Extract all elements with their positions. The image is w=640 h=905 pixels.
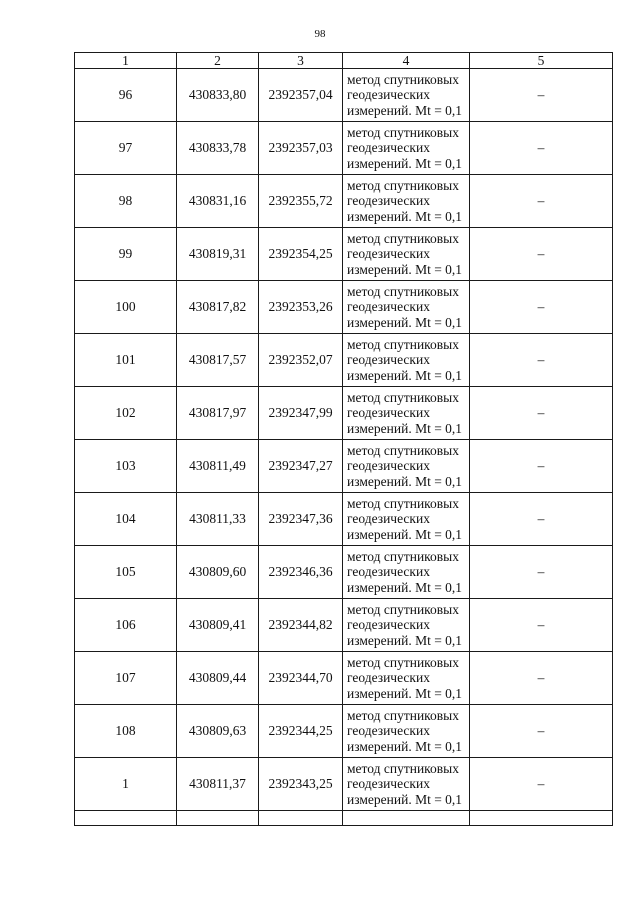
- method-line: метод спутниковых: [347, 707, 459, 723]
- point-number-cell: 108: [75, 705, 177, 758]
- x-coordinate-cell: 430811,37: [177, 758, 259, 811]
- method-cell: [343, 122, 470, 175]
- note-cell: –: [470, 493, 613, 546]
- method-line: геодезических: [347, 670, 430, 686]
- column-header-3: 3: [259, 53, 343, 69]
- method-line: метод спутниковых: [347, 654, 459, 670]
- method-line: метод спутниковых: [347, 495, 459, 511]
- note-cell: –: [470, 281, 613, 334]
- x-coordinate-cell: 430809,63: [177, 705, 259, 758]
- method-cell: [343, 387, 470, 440]
- method-line: измерений. Mt = 0,1: [347, 261, 463, 277]
- x-coordinate-cell: 430811,33: [177, 493, 259, 546]
- method-line: метод спутниковых: [347, 230, 459, 246]
- table-row: [75, 546, 613, 599]
- y-coordinate-cell: 2392347,36: [259, 493, 343, 546]
- point-number-cell: 104: [75, 493, 177, 546]
- note-cell: –: [470, 758, 613, 811]
- table-row: [75, 758, 613, 811]
- method-line: измерений. Mt = 0,1: [347, 102, 463, 118]
- note-cell: –: [470, 175, 613, 228]
- empty-cell: [75, 811, 177, 826]
- point-number-cell: 97: [75, 122, 177, 175]
- method-cell: [343, 175, 470, 228]
- method-line: измерений. Mt = 0,1: [347, 685, 463, 701]
- point-number-cell: 98: [75, 175, 177, 228]
- method-line: геодезических: [347, 405, 430, 421]
- method-line: измерений. Mt = 0,1: [347, 314, 463, 330]
- method-cell: [343, 758, 470, 811]
- method-line: геодезических: [347, 564, 430, 580]
- method-cell: [343, 440, 470, 493]
- table-row: [75, 281, 613, 334]
- note-cell: –: [470, 440, 613, 493]
- table-row: [75, 175, 613, 228]
- method-cell: [343, 546, 470, 599]
- table-row: [75, 122, 613, 175]
- method-cell: [343, 493, 470, 546]
- table-body: [75, 53, 613, 826]
- method-line: измерений. Mt = 0,1: [347, 155, 463, 171]
- empty-cell: [259, 811, 343, 826]
- note-cell: –: [470, 228, 613, 281]
- note-cell: –: [470, 599, 613, 652]
- point-number-cell: 100: [75, 281, 177, 334]
- table-row: [75, 705, 613, 758]
- note-cell: –: [470, 387, 613, 440]
- note-cell: –: [470, 69, 613, 122]
- method-line: геодезических: [347, 246, 430, 262]
- table-row: [75, 334, 613, 387]
- x-coordinate-cell: 430817,97: [177, 387, 259, 440]
- column-header-4: 4: [343, 53, 470, 69]
- y-coordinate-cell: 2392357,04: [259, 69, 343, 122]
- note-cell: –: [470, 546, 613, 599]
- method-line: метод спутниковых: [347, 283, 459, 299]
- method-line: измерений. Mt = 0,1: [347, 791, 463, 807]
- y-coordinate-cell: 2392357,03: [259, 122, 343, 175]
- x-coordinate-cell: 430819,31: [177, 228, 259, 281]
- method-cell: [343, 705, 470, 758]
- x-coordinate-cell: 430811,49: [177, 440, 259, 493]
- method-line: метод спутниковых: [347, 548, 459, 564]
- note-cell: –: [470, 122, 613, 175]
- method-line: геодезических: [347, 193, 430, 209]
- method-line: геодезических: [347, 617, 430, 633]
- y-coordinate-cell: 2392343,25: [259, 758, 343, 811]
- table-row: [75, 440, 613, 493]
- table-row: [75, 599, 613, 652]
- method-line: метод спутниковых: [347, 124, 459, 140]
- method-line: измерений. Mt = 0,1: [347, 473, 463, 489]
- method-line: метод спутниковых: [347, 760, 459, 776]
- method-cell: [343, 334, 470, 387]
- method-cell: [343, 281, 470, 334]
- table-row: [75, 493, 613, 546]
- y-coordinate-cell: 2392344,70: [259, 652, 343, 705]
- note-cell: –: [470, 705, 613, 758]
- table-row: [75, 387, 613, 440]
- column-header-5: 5: [470, 53, 613, 69]
- method-line: измерений. Mt = 0,1: [347, 579, 463, 595]
- x-coordinate-cell: 430833,80: [177, 69, 259, 122]
- empty-cell: [177, 811, 259, 826]
- point-number-cell: 96: [75, 69, 177, 122]
- y-coordinate-cell: 2392355,72: [259, 175, 343, 228]
- point-number-cell: 101: [75, 334, 177, 387]
- page-number: 98: [314, 28, 326, 40]
- y-coordinate-cell: 2392347,99: [259, 387, 343, 440]
- x-coordinate-cell: 430817,57: [177, 334, 259, 387]
- y-coordinate-cell: 2392347,27: [259, 440, 343, 493]
- method-line: геодезических: [347, 352, 430, 368]
- y-coordinate-cell: 2392354,25: [259, 228, 343, 281]
- coordinates-table: [74, 52, 613, 826]
- column-header-1: 1: [75, 53, 177, 69]
- method-line: геодезических: [347, 723, 430, 739]
- point-number-cell: 102: [75, 387, 177, 440]
- x-coordinate-cell: 430831,16: [177, 175, 259, 228]
- table-row: [75, 652, 613, 705]
- point-number-cell: 107: [75, 652, 177, 705]
- method-line: измерений. Mt = 0,1: [347, 367, 463, 383]
- point-number-cell: 103: [75, 440, 177, 493]
- method-line: геодезических: [347, 511, 430, 527]
- method-cell: [343, 228, 470, 281]
- method-cell: [343, 69, 470, 122]
- method-line: метод спутниковых: [347, 71, 459, 87]
- y-coordinate-cell: 2392352,07: [259, 334, 343, 387]
- y-coordinate-cell: 2392353,26: [259, 281, 343, 334]
- note-cell: –: [470, 334, 613, 387]
- empty-row: [75, 811, 613, 826]
- x-coordinate-cell: 430809,44: [177, 652, 259, 705]
- x-coordinate-cell: 430809,60: [177, 546, 259, 599]
- method-line: геодезических: [347, 140, 430, 156]
- method-line: метод спутниковых: [347, 336, 459, 352]
- method-line: геодезических: [347, 87, 430, 103]
- empty-cell: [470, 811, 613, 826]
- point-number-cell: 1: [75, 758, 177, 811]
- note-cell: –: [470, 652, 613, 705]
- method-cell: [343, 599, 470, 652]
- table-row: [75, 69, 613, 122]
- method-line: измерений. Mt = 0,1: [347, 738, 463, 754]
- point-number-cell: 106: [75, 599, 177, 652]
- x-coordinate-cell: 430809,41: [177, 599, 259, 652]
- x-coordinate-cell: 430817,82: [177, 281, 259, 334]
- method-line: метод спутниковых: [347, 601, 459, 617]
- method-line: геодезических: [347, 299, 430, 315]
- method-cell: [343, 652, 470, 705]
- method-line: метод спутниковых: [347, 389, 459, 405]
- method-line: измерений. Mt = 0,1: [347, 420, 463, 436]
- method-line: геодезических: [347, 776, 430, 792]
- empty-cell: [343, 811, 470, 826]
- x-coordinate-cell: 430833,78: [177, 122, 259, 175]
- table-header-row: [75, 53, 613, 69]
- method-line: метод спутниковых: [347, 177, 459, 193]
- y-coordinate-cell: 2392346,36: [259, 546, 343, 599]
- point-number-cell: 99: [75, 228, 177, 281]
- method-line: метод спутниковых: [347, 442, 459, 458]
- method-line: измерений. Mt = 0,1: [347, 526, 463, 542]
- method-line: измерений. Mt = 0,1: [347, 632, 463, 648]
- y-coordinate-cell: 2392344,82: [259, 599, 343, 652]
- table-row: [75, 228, 613, 281]
- method-line: измерений. Mt = 0,1: [347, 208, 463, 224]
- y-coordinate-cell: 2392344,25: [259, 705, 343, 758]
- method-line: геодезических: [347, 458, 430, 474]
- point-number-cell: 105: [75, 546, 177, 599]
- column-header-2: 2: [177, 53, 259, 69]
